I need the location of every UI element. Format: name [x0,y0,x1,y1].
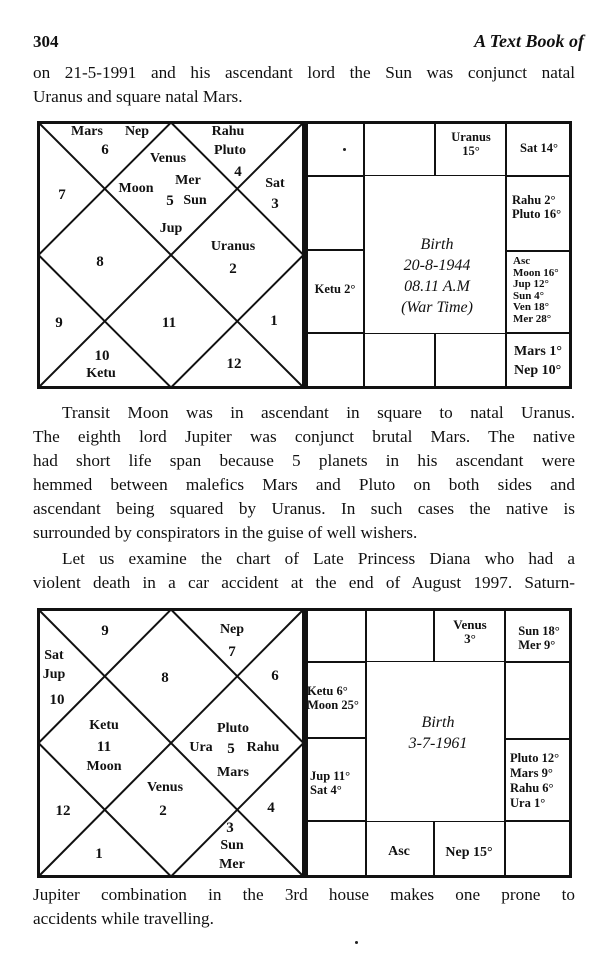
planet-entry: Uranus [451,130,491,144]
house-4-number: 4 [267,800,275,816]
house-5-planet: Ura [189,740,213,755]
cell-r0c2 [453,618,486,646]
house-2-number: 2 [159,803,167,819]
cell-r0c3 [520,141,558,155]
planet-entry: Venus [453,617,487,632]
house-6-number: 6 [271,668,279,684]
cell-r1c0 [307,684,359,712]
planet-entry: Nep 10° [514,363,562,378]
planet-entry: Rahu 6° [510,781,554,795]
house-11-planet: Ketu [89,718,119,733]
speck [355,941,358,944]
planet-entry: Sun 4° [513,289,545,302]
text-line: violent death in a car accident at the end of August 1997. Saturn- [33,573,575,592]
house-10-number: 10 [94,348,110,364]
planet-entry: Sun 18° [518,624,560,638]
house-3-planet: Sun [220,838,244,853]
south-indian-chart-2 [305,608,572,878]
speck [343,148,346,151]
text-line: surrounded by conspirators in the guise of well wishers. [33,523,418,542]
south-indian-chart-1 [305,121,572,389]
text-line: Jupiter combination in the 3rd house makes one prone to [33,885,575,904]
planet-entry: Sat 14° [520,141,558,155]
house-7-number: 7 [58,187,66,203]
planet-entry: Rahu 2° [512,193,556,207]
cell-r2c0 [315,282,356,296]
house-4-number: 4 [234,164,242,180]
house-1-number: 1 [270,313,278,329]
house-4-planet: Pluto [214,143,246,158]
birth-title: Birth [420,236,454,253]
house-12-number: 12 [226,356,242,372]
house-8-number: 8 [161,670,169,686]
north-indian-chart-2 [37,608,305,878]
planet-degree: 3° [464,631,476,646]
cell-r1c3 [512,193,561,221]
house-12-number: 12 [55,803,71,819]
paragraph-1 [33,61,575,109]
planet-entry: Jup 12° [513,278,549,290]
birth-title: Birth [421,714,455,731]
text-line: The eighth lord Jupiter was conjunct brutal Mars. The native [33,427,575,446]
cell-r2c3 [510,751,559,811]
house-5-planet: Pluto [217,721,249,736]
planet-entry: Ketu 6° [307,684,348,698]
house-5-planet: Mars [217,765,249,780]
house-5-planet: Jup [159,221,183,236]
cell-r0c2 [451,130,491,158]
planet-entry: Ven 18° [513,301,550,313]
text-line: Uranus and square natal Mars. [33,87,243,106]
house-9-number: 9 [55,315,63,331]
birth-info [401,234,473,318]
planet-entry: Ura 1° [510,796,546,810]
planet-entry: Moon 25° [307,698,359,712]
house-9-number: 9 [101,623,109,639]
text-line: had short life span because 5 planets in his ascendant were [33,451,575,470]
planet-entry: Mars 1° [514,344,562,359]
house-5-number: 5 [166,193,174,209]
planet-entry: Mars 9° [510,766,553,780]
text-line: hemmed between malefics Mars and Pluto on both sides and [33,475,575,494]
text-line: ascendant being squared by Uranus. In such cases the native is [33,499,575,518]
house-2-planet: Uranus [210,239,256,254]
birth-note: (War Time) [401,299,473,316]
house-11-number: 11 [96,739,112,755]
paragraph-4 [33,883,575,931]
running-title: A Text Book of [474,31,584,51]
planet-entry: Sat 4° [310,783,342,797]
planet-entry: Pluto 16° [512,207,562,221]
north-indian-chart-1 [37,121,305,389]
text-line: on 21-5-1991 and his ascendant lord the Sun was conjunct natal [33,63,575,82]
house-1-number: 1 [95,846,103,862]
house-5-planet: Mer [175,173,201,188]
page-number: 304 [33,32,59,51]
paragraph-2 [33,401,575,545]
planet-entry: Ketu 2° [314,282,356,296]
house-10-number: 10 [49,692,65,708]
house-5-planet: Moon [118,181,154,196]
house-7-number: 7 [228,644,236,660]
house-6-number: 6 [101,142,109,158]
house-8-number: 8 [96,254,104,270]
cell-r3c1 [388,845,410,859]
cell-r3c3 [514,342,562,380]
house-5-planet: Rahu [246,740,280,755]
house-5-planet: Sun [183,193,207,208]
planet-entry: Jup 11° [310,769,351,783]
house-3-number: 3 [271,196,279,212]
planet-degree: 15° [462,144,480,158]
house-10-planet: Jup [42,667,66,682]
cell-r0c3 [518,624,559,652]
planet-entry: Mer 9° [518,638,556,652]
house-10-planet: Sat [44,648,64,663]
planet-entry: Asc [513,255,531,267]
paragraph-3 [33,547,575,595]
house-7-planet: Nep [219,622,245,637]
birth-time: 08.11 A.M [404,278,470,295]
planet-entry: Nep 15° [445,845,493,860]
house-5-planet: Venus [149,151,187,166]
cell-r2c0 [310,769,350,797]
cell-r3c2 [445,846,492,860]
text-line: Let us examine the chart of Late Princess Diana who had a [62,549,575,568]
house-10-planet: Ketu [86,366,116,381]
birth-date: 20-8-1944 [403,257,471,274]
house-3-number: 3 [226,820,234,836]
planet-entry: Moon 16° [513,266,559,279]
house-3-planet: Sat [265,176,285,191]
house-2-number: 2 [229,261,237,277]
text-line: accidents while travelling. [33,909,214,928]
house-3-planet: Mer [219,857,245,872]
house-6-planet: Nep [124,124,150,139]
house-4-planet: Rahu [211,124,245,139]
text-line: Transit Moon was in ascendant in square to natal Uranus. [62,403,575,422]
house-5-number: 5 [227,741,235,757]
house-11-number: 11 [161,315,177,331]
birth-date: 3-7-1961 [408,735,468,752]
cell-r2c3 [513,256,559,325]
planet-entry: Pluto 12° [510,751,560,765]
house-2-planet: Venus [146,780,184,795]
planet-entry: Mer 28° [513,312,552,325]
house-6-planet: Mars [71,124,103,139]
planet-entry: Asc [388,844,410,859]
birth-info [409,712,468,754]
house-11-planet: Moon [86,759,122,774]
